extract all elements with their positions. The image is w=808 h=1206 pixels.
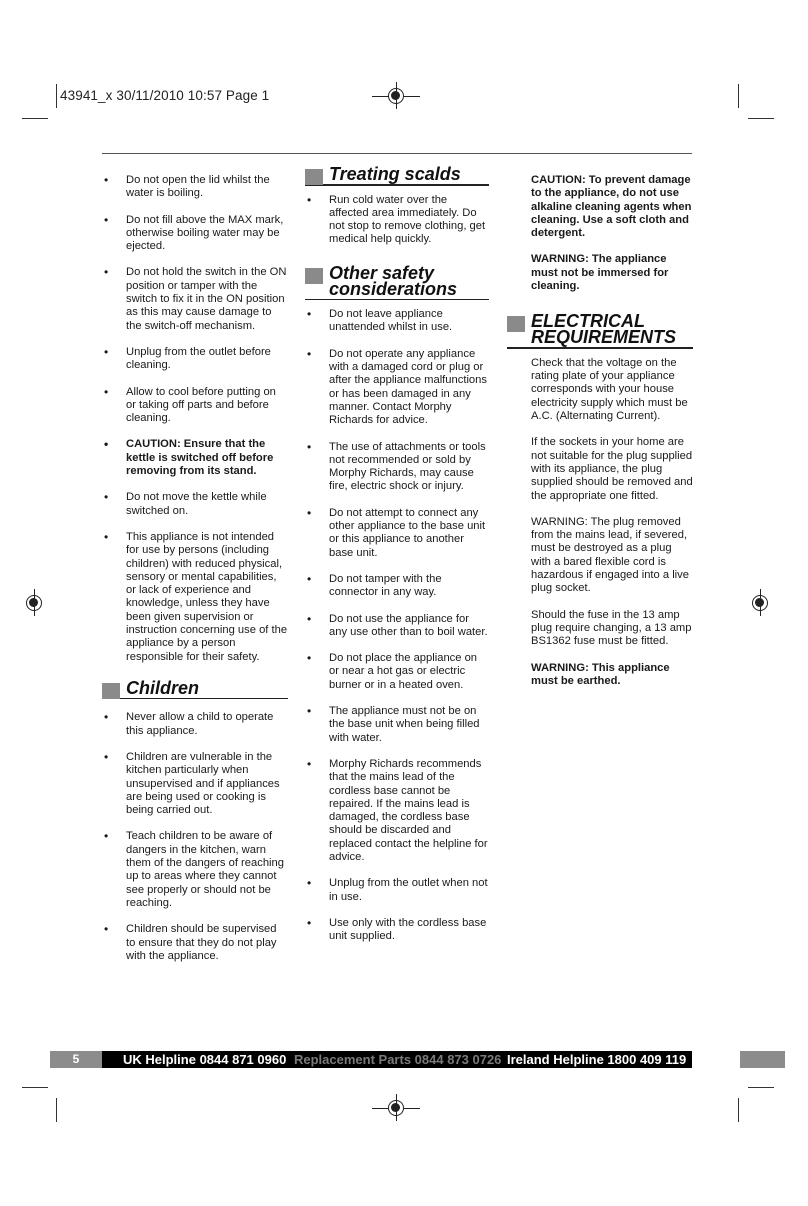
heading-square-icon [305, 169, 323, 185]
list-item: • Do not move the kettle while switched on. [102, 491, 288, 518]
paragraph: WARNING: The plug removed from the mains lead, if severed, must be destroyed as a plug with a bared flexible cord is hazardous if engaged into a live plug socket. [531, 515, 689, 595]
list-item: • Children are vulnerable in the kitchen particularly when unsupervised and if appliances are being used or cooking is being carried out. [102, 751, 288, 817]
other-safety-heading [305, 262, 489, 301]
ireland-helpline: Ireland Helpline 1800 409 119 [507, 1052, 687, 1067]
children-list [102, 711, 288, 963]
heading-text: Treating scalds [329, 164, 461, 184]
paragraph: Should the fuse in the 13 amp plug require changing, a 13 amp BS1362 fuse must be fitted. [531, 608, 692, 648]
column-3 [507, 174, 693, 701]
heading-rule [102, 698, 288, 700]
list-item: • Children should be supervised to ensure that they do not play with the appliance. [102, 923, 288, 963]
list-item: • Do not place the appliance on or near a hot gas or electric burner or in a heated oven. [305, 652, 489, 692]
crop-mark [748, 1087, 774, 1088]
replacement-parts: Replacement Parts 0844 873 0726 [294, 1052, 502, 1067]
list-item: • Do not fill above the MAX mark, otherwise boiling water may be ejected. [102, 214, 288, 254]
list-item: • Allow to cool before putting on or taking off parts and before cleaning. [102, 386, 288, 426]
caution-cleaning: CAUTION: To prevent damage to the appliance, do not use alkaline cleaning agents when cleaning. Use a soft cloth and detergent. [531, 174, 692, 240]
registration-mark-icon [388, 88, 404, 104]
column-1 [102, 174, 288, 976]
other-safety-list [305, 308, 489, 943]
crop-mark [738, 1098, 739, 1122]
warning-immersed: WARNING: The appliance must not be immersed for cleaning. [531, 253, 669, 293]
list-item: • This appliance is not intended for use by persons (including children) with reduced physical, sensory or mental capabilities, or lack of experience and knowledge, unless they have been given supervision or instruction concerning use of the appliance by a person responsible for their safety. [102, 531, 288, 664]
list-item: • Do not hold the switch in the ON position or tamper with the switch to fix it in the ON position as this may cause damage to the switch-off mechanism. [102, 266, 288, 332]
list-item: • Do not operate any appliance with a damaged cord or plug or after the appliance malfunctions or has been damaged in any manner. Contact Morphy Richards for advice. [305, 348, 489, 428]
list-item: • Do not open the lid whilst the water is boiling. [102, 174, 288, 201]
treating-scalds-heading [305, 166, 489, 186]
list-item: • Run cold water over the affected area immediately. Do not stop to remove clothing, get medical help quickly. [305, 194, 489, 247]
list-item: • Never allow a child to operate this appliance. [102, 711, 288, 738]
top-rule [102, 153, 692, 154]
list-item: • Unplug from the outlet when not in use. [305, 877, 489, 904]
crop-mark [738, 84, 739, 108]
list-item: • Morphy Richards recommends that the mains lead of the cordless base cannot be repaired. If the mains lead is damaged, the cordless base should be discarded and replaced contact the helpline for advice. [305, 758, 489, 864]
list-item: • Teach children to be aware of dangers in the kitchen, warn them of the dangers of reaching up to areas where they cannot see properly or should not be reaching. [102, 830, 288, 910]
safety-list [102, 174, 288, 664]
scalds-list [305, 194, 489, 247]
heading-text: ELECTRICAL REQUIREMENTS [531, 311, 677, 348]
warning-earthed: WARNING: This appliance must be earthed. [531, 661, 670, 687]
list-item: • Unplug from the outlet before cleaning. [102, 346, 288, 373]
registration-mark-icon [26, 595, 42, 611]
list-item: • Do not leave appliance unattended whilst in use. [305, 308, 489, 335]
heading-rule [507, 347, 693, 349]
list-item: • Do not use the appliance for any use other than to boil water. [305, 613, 489, 640]
list-item: • Use only with the cordless base unit supplied. [305, 917, 489, 944]
page-number: 5 [50, 1051, 102, 1068]
heading-square-icon [507, 316, 525, 332]
caution-item: • CAUTION: Ensure that the kettle is switched off before removing from its stand. [102, 438, 288, 478]
print-slug: 43941_x 30/11/2010 10:57 Page 1 [60, 88, 270, 103]
paragraph: If the sockets in your home are not suitable for the plug supplied with its appliance, the plug supplied should be removed and the appropriate one fitted. [531, 436, 693, 502]
heading-square-icon [305, 268, 323, 284]
footer-bar [50, 1051, 692, 1068]
uk-helpline: UK Helpline 0844 871 0960 [123, 1052, 287, 1067]
list-item: • The use of attachments or tools not recommended or sold by Morphy Richards, may cause fire, electric shock or injury. [305, 441, 489, 494]
heading-rule [305, 299, 489, 301]
list-item: • The appliance must not be on the base unit when being filled with water. [305, 705, 489, 745]
heading-square-icon [102, 683, 120, 699]
column-2 [305, 166, 489, 956]
registration-mark-icon [752, 595, 768, 611]
footer-grey-tab [740, 1051, 785, 1068]
electrical-body [507, 357, 693, 688]
paragraph: Check that the voltage on the rating plate of your appliance corresponds with your house electricity supply which must be A.C. (Alternating Current). [531, 356, 688, 423]
crop-mark [22, 118, 48, 119]
crop-mark [56, 84, 57, 108]
crop-mark [22, 1087, 48, 1088]
heading-rule [305, 184, 489, 186]
registration-mark-icon [388, 1100, 404, 1116]
electrical-requirements-heading [507, 313, 693, 349]
children-heading [102, 677, 288, 700]
list-item: • Do not tamper with the connector in any way. [305, 573, 489, 600]
crop-mark [748, 118, 774, 119]
crop-mark [56, 1098, 57, 1122]
heading-text: Children [126, 677, 200, 698]
heading-text: Other safety considerations [329, 262, 458, 299]
list-item: • Do not attempt to connect any other appliance to the base unit or this appliance to another base unit. [305, 507, 489, 560]
